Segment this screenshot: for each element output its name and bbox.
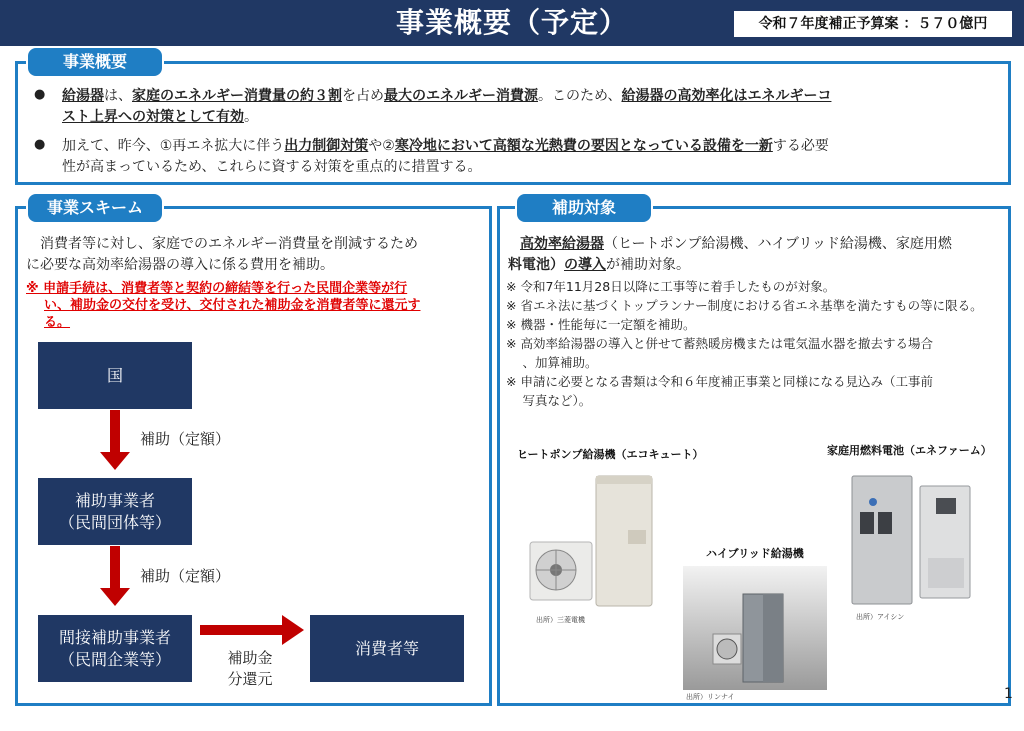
source-heatpump: 出所）三菱電機 (536, 616, 585, 624)
overview-bullet-1-line-2-run-1: 。 (244, 109, 258, 125)
overview-bullet-1-line-1-run-2: 家庭のエネルギー消費量の約３割 (132, 88, 342, 104)
overview-bullet-1 (62, 86, 1002, 128)
overview-bullet-2 (62, 136, 1002, 178)
flow-arrow-right (200, 615, 305, 645)
overview-bullet-1-line-1-run-0: 給湯器 (62, 88, 104, 104)
target-note-5: 、加算補助。 (506, 355, 598, 370)
target-note-4: ※ 高効率給湯器の導入と併せて蓄熱暖房機または電気温水器を撤去する場合 (506, 336, 933, 351)
target-intro-line-1 (508, 234, 1008, 255)
scheme-intro (26, 234, 486, 276)
node-operator (38, 478, 192, 545)
return-label (220, 648, 280, 690)
overview-bullet-1-line-2-run-0: スト上昇への対策として有効 (62, 109, 244, 125)
budget-badge: 令和７年度補正予算案 ：５７０億円 (733, 10, 1013, 38)
scheme-label: 事業スキーム (28, 194, 162, 222)
overview-bullet-2-line-1-run-0: 加えて、昨今、①再エネ拡大に伴う (62, 138, 285, 154)
flow-arrow-2 (100, 546, 130, 608)
node-consumer: 消費者等 (310, 615, 464, 682)
overview-bullet-2-line-1-run-2: や② (368, 138, 395, 154)
target-label: 補助対象 (517, 194, 651, 222)
source-fuelcell: 出所）アイシン (856, 613, 905, 621)
overview-label: 事業概要 (28, 48, 162, 76)
scheme-warning (26, 280, 486, 331)
overview-bullet-1-line-1-run-4: 最大のエネルギー消費源 (384, 88, 538, 104)
scheme-warning-line-3: る。 (44, 315, 71, 330)
caption-heatpump: ヒートポンプ給湯機（エコキュート） (517, 448, 704, 461)
target-notes (506, 277, 1006, 410)
bullet-dot-2: ● (34, 137, 46, 152)
overview-bullet-2-line-1-run-1: 出力制御対策 (284, 138, 369, 154)
scheme-warning-line-2: い、補助金の交付を受け、交付された補助金を消費者等に還元す (44, 298, 421, 313)
fuelcell-product-image (848, 472, 974, 608)
target-note-7: 写真など）。 (506, 393, 592, 408)
flow-label-1: 補助（定額） (140, 430, 231, 448)
node-indirect-line-1: 間接補助事業者 (58, 627, 171, 647)
node-indirect-line-2: （民間企業等） (58, 649, 171, 669)
overview-bullet-1-line-1 (62, 86, 1002, 107)
source-hybrid: 出所）リンナイ (686, 693, 735, 701)
overview-bullet-1-line-1-run-5: 。このため、 (538, 88, 622, 104)
overview-bullet-1-line-1-run-1: は、 (104, 88, 132, 104)
overview-bullet-2-line-2: 性が高まっているため、これらに資する対策を重点的に措置する。 (62, 159, 482, 175)
flow-arrow-1 (100, 410, 130, 472)
bullet-dot-1: ● (34, 87, 46, 102)
target-note-1: ※ 令和7年11月28日以降に工事等に着手したものが対象。 (506, 279, 836, 294)
target-intro-line-2 (508, 255, 1008, 276)
overview-bullet-2-line-1-run-4: する必要 (772, 138, 829, 154)
scheme-intro-line-2: に必要な高効率給湯器の導入に係る費用を補助。 (26, 257, 334, 273)
return-label-line-1: 補助金 (227, 649, 273, 667)
hybrid-product-image (683, 566, 827, 690)
page-title: 事業概要（予定） (395, 6, 628, 39)
overview-bullet-2-line-1 (62, 136, 1002, 157)
caption-hybrid: ハイブリッド給湯機 (706, 547, 804, 560)
node-indirect-operator (38, 615, 192, 682)
target-intro-bold-2: の導入 (564, 257, 606, 273)
flow-label-2: 補助（定額） (140, 567, 231, 585)
return-label-line-2: 分還元 (227, 670, 273, 688)
overview-bullet-1-line-2 (62, 107, 1002, 128)
overview-bullet-1-line-1-run-6: 給湯器の高効率化はエネルギーコ (621, 88, 832, 104)
caption-fuelcell: 家庭用燃料電池（エネファーム） (827, 444, 992, 457)
target-note-6: ※ 申請に必要となる書類は令和６年度補正事業と同様になる見込み（工事前 (506, 374, 933, 389)
scheme-warning-line-1: ※ 申請手続は、消費者等と契約の締結等を行った民間企業等が行 (26, 281, 408, 296)
overview-bullet-2-line-1-run-3: 寒冷地において高額な光熱費の要因となっている設備を一新 (394, 138, 773, 154)
heatpump-product-image (528, 470, 658, 610)
overview-bullet-1-line-1-run-3: を占め (342, 88, 384, 104)
node-country: 国 (38, 342, 192, 409)
page-number: 1 (1004, 686, 1013, 702)
node-operator-line-2: （民間団体等） (58, 512, 171, 532)
target-intro-rest-2: が補助対象。 (606, 257, 690, 273)
target-intro-bold-1: 高効率給湯器 (520, 236, 604, 252)
target-intro (508, 234, 1008, 276)
target-intro-rest-1: （ヒートポンプ給湯機、ハイブリッド給湯機、家庭用燃 (604, 236, 952, 252)
target-note-3: ※ 機器・性能毎に一定額を補助。 (506, 317, 696, 332)
target-intro-part-2a: 料電池） (508, 257, 564, 273)
target-note-2: ※ 省エネ法に基づくトップランナー制度における省エネ基準を満たすもの等に限る。 (506, 298, 983, 313)
node-operator-line-1: 補助事業者 (74, 490, 155, 510)
scheme-intro-line-1: 消費者等に対し、家庭でのエネルギー消費量を削減するため (40, 236, 418, 252)
header-bar (0, 0, 1024, 46)
